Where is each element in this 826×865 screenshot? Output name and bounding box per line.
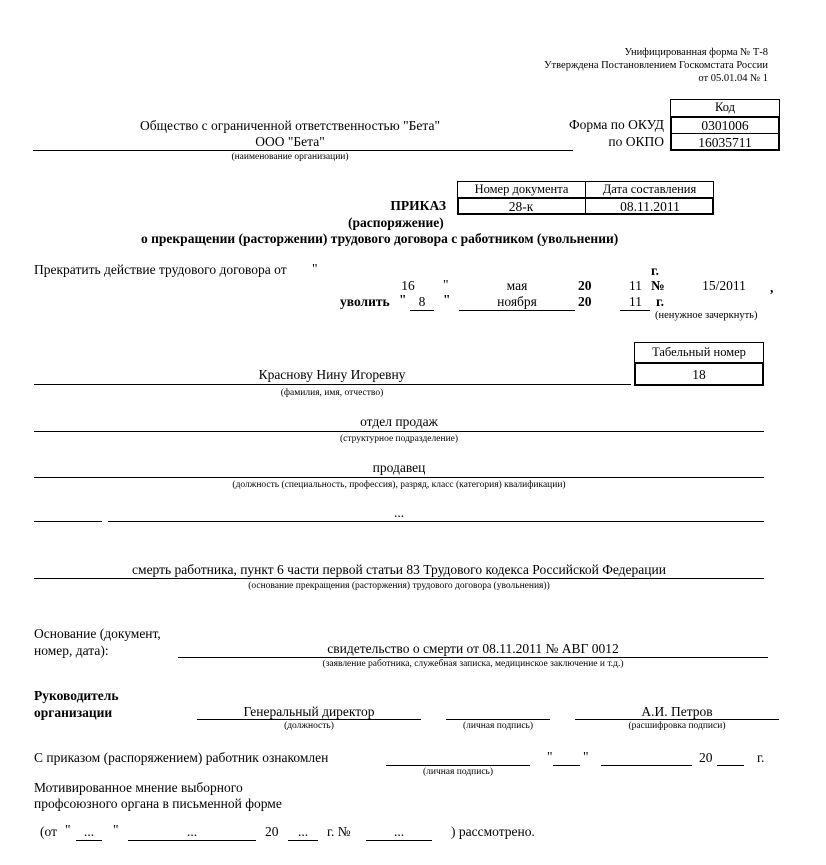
dismiss-label: уволить <box>340 294 390 309</box>
reason-line <box>34 578 764 579</box>
signature-name-caption: (расшифровка подписи) <box>628 721 726 731</box>
form-header-line1: Унифицированная форма № Т-8 <box>624 47 768 58</box>
union-quote-open: " <box>65 822 71 837</box>
okud-value: 0301006 <box>701 118 749 133</box>
union-end: ) рассмотрено. <box>451 824 535 839</box>
okpo-value: 16035711 <box>698 135 752 150</box>
union-year-prefix: 20 <box>265 824 279 839</box>
signature-label1: Руководитель <box>34 688 119 703</box>
dismiss-month: ноября <box>497 294 537 309</box>
department-line <box>34 431 764 432</box>
basis-label2: номер, дата): <box>34 643 109 658</box>
contract-month: мая <box>506 278 528 293</box>
union-g-no: г. № <box>327 824 351 839</box>
signature-position: Генеральный директор <box>243 704 375 719</box>
contract-day: 16 <box>401 278 415 293</box>
union-from: (от <box>40 824 57 839</box>
dismiss-g: г. <box>656 294 664 309</box>
order-subtitle: (распоряжение) <box>348 215 444 230</box>
dismiss-month-line <box>459 310 575 311</box>
signature-sign-caption: (личная подпись) <box>462 721 534 731</box>
dismiss-year-suffix: 11 <box>629 294 642 309</box>
dismiss-year-line <box>620 310 650 311</box>
contract-g: г. <box>651 263 659 278</box>
okpo-label: по ОКПО <box>608 134 664 149</box>
basis-line <box>178 657 768 658</box>
union-month: ... <box>186 824 198 839</box>
employee-name-caption: (фамилия, имя, отчество) <box>280 388 384 398</box>
form-header-line2: Утверждена Постановлением Госкомстата России <box>544 60 768 71</box>
contract-quote-open: " <box>312 261 318 276</box>
code-header: Код <box>670 99 780 116</box>
acquainted-day-line <box>553 765 580 766</box>
signature-position-caption: (должность) <box>284 721 334 731</box>
acquainted-g: г. <box>757 750 765 765</box>
union-line1: Мотивированное мнение выборного <box>34 780 243 795</box>
signature-name: А.И. Петров <box>641 704 713 719</box>
signature-position-line <box>197 719 421 720</box>
extra-text: ... <box>393 505 405 520</box>
department-caption: (структурное подразделение) <box>339 434 459 444</box>
doc-date: 08.11.2011 <box>620 199 680 214</box>
acquainted-sign-caption: (личная подпись) <box>422 767 494 777</box>
union-year: ... <box>297 824 309 839</box>
tab-number-header: Табельный номер <box>634 342 764 363</box>
employee-name: Краснову Нину Игоревну <box>258 367 406 382</box>
org-short-name: ООО "Бета" <box>255 134 325 149</box>
union-number-line <box>366 840 432 841</box>
org-full-name: Общество с ограниченной ответственностью "Бета" <box>140 118 440 133</box>
extra-line-short <box>34 521 102 522</box>
contract-number: 15/2011 <box>702 278 746 293</box>
acquainted-quote-open: " <box>547 749 553 764</box>
employee-name-line <box>34 384 631 385</box>
org-caption: (наименование организации) <box>231 152 349 162</box>
basis-label1: Основание (документ, <box>34 626 161 641</box>
contract-no: № <box>651 278 665 293</box>
department: отдел продаж <box>360 414 438 429</box>
position-line <box>34 477 764 478</box>
order-description: о прекращении (расторжении) трудового договора с работником (увольнении) <box>141 231 619 246</box>
dismiss-year-prefix: 20 <box>578 294 592 309</box>
org-line <box>33 150 573 151</box>
dismiss-caption: (ненужное зачеркнуть) <box>655 310 758 321</box>
dismiss-quote-open: " <box>399 292 407 307</box>
acquainted-month-line <box>601 765 692 766</box>
contract-year-prefix: 20 <box>578 278 592 293</box>
okud-label: Форма по ОКУД <box>568 117 664 132</box>
union-quote-close: " <box>113 822 119 837</box>
union-line2: профсоюзного органа в письменной форме <box>34 796 282 811</box>
tab-number: 18 <box>692 367 706 382</box>
position-caption: (должность (специальность, профессия), разряд, класс (категория) квалификации) <box>232 480 566 490</box>
acquainted-year-line <box>717 765 744 766</box>
contract-quote-close: " <box>443 277 449 292</box>
union-year-line <box>288 840 318 841</box>
dismiss-quote-close: " <box>443 292 451 307</box>
signature-label2: организации <box>34 705 113 720</box>
form-header-line3: от 05.01.04 № 1 <box>698 73 768 84</box>
union-day: ... <box>83 824 95 839</box>
contract-year-suffix: 11 <box>629 278 642 293</box>
signature-sign-line <box>446 719 550 720</box>
doc-number-header: Номер документа <box>457 181 586 198</box>
dismiss-day-line <box>410 310 434 311</box>
code-divider <box>670 133 780 134</box>
acquainted-sign-line <box>386 765 530 766</box>
contract-label: Прекратить действие трудового договора от <box>34 262 287 277</box>
signature-name-line <box>575 719 779 720</box>
reason-text: смерть работника, пункт 6 части первой статьи 83 Трудового кодекса Российской Федерации <box>132 562 666 577</box>
acquainted-quote-close: " <box>583 749 589 764</box>
reason-caption: (основание прекращения (расторжения) трудового договора (увольнения)) <box>248 581 550 591</box>
union-month-line <box>128 840 256 841</box>
basis-caption: (заявление работника, служебная записка, медицинское заключение и т.д.) <box>322 659 624 669</box>
doc-number: 28-к <box>508 199 534 214</box>
union-number: ... <box>393 824 405 839</box>
basis-text: свидетельство о смерти от 08.11.2011 № АВГ 0012 <box>327 641 619 656</box>
acquainted-label: С приказом (распоряжением) работник ознакомлен <box>34 750 329 765</box>
order-title: ПРИКАЗ <box>390 198 446 213</box>
contract-comma: , <box>770 280 774 295</box>
doc-date-header: Дата составления <box>585 181 714 198</box>
acquainted-year-prefix: 20 <box>699 750 713 765</box>
position: продавец <box>372 460 426 475</box>
union-day-line <box>76 840 102 841</box>
dismiss-day: 8 <box>418 294 426 309</box>
extra-line-long <box>108 521 764 522</box>
